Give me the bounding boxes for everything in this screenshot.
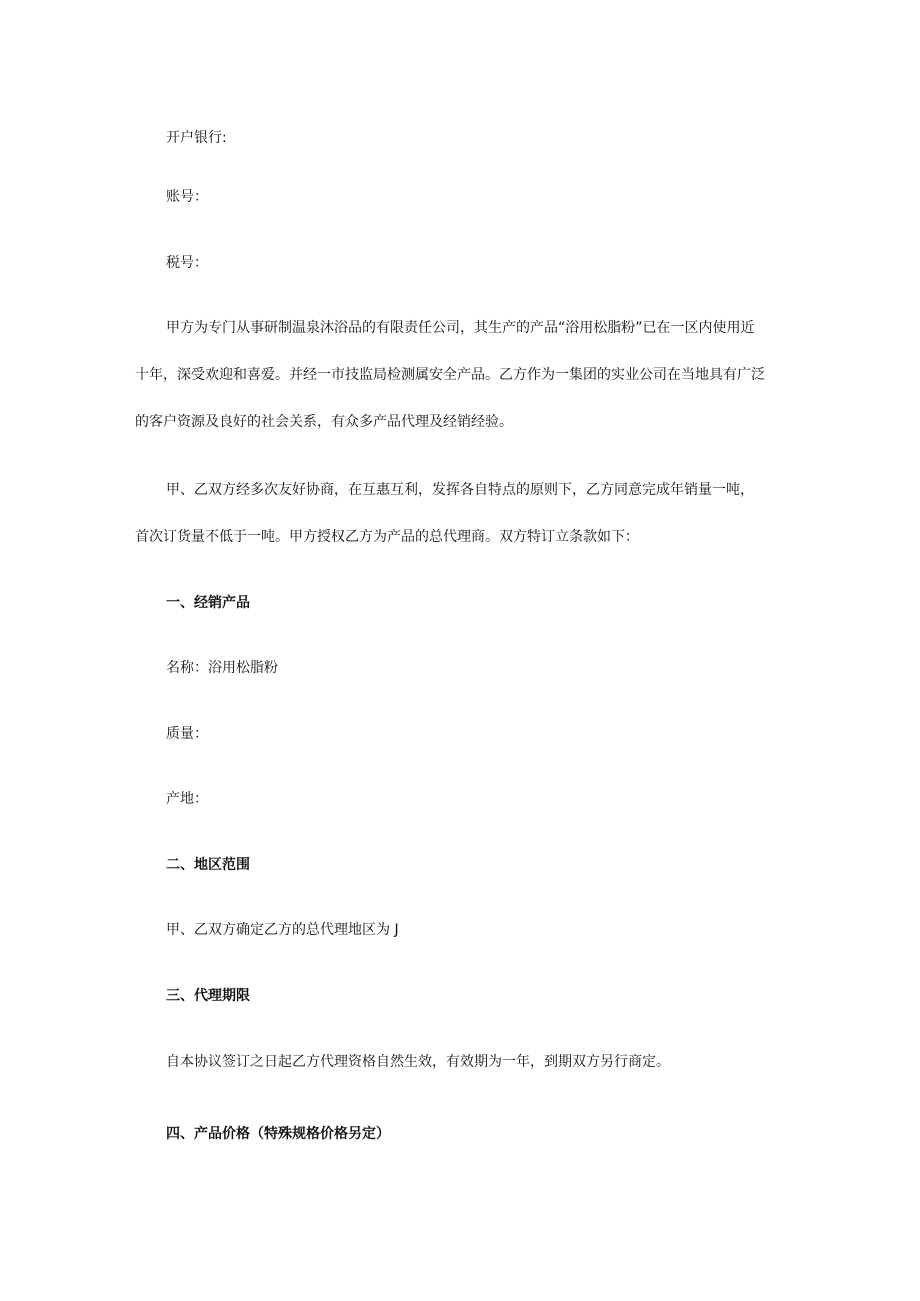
section-heading-price: 四、产品价格（特殊规格价格另定） [166, 1126, 390, 1142]
product-origin: 产地： [166, 791, 208, 807]
product-name: 名称：浴用松脂粉 [166, 660, 278, 676]
intro-paragraph-line: 十年，深受欢迎和喜爱。并经一市技监局检测属安全产品。乙方作为一集团的实业公司在当地具有广泛 [135, 367, 765, 383]
section-heading-term: 三、代理期限 [166, 988, 250, 1004]
agreement-paragraph-line: 首次订货量不低于一吨。甲方授权乙方为产品的总代理商。双方特订立条款如下： [135, 529, 639, 545]
bank-label: 开户银行: [166, 130, 227, 146]
agreement-paragraph-line: 甲、乙双方经多次友好协商，在互惠互利，发挥各自特点的原则下，乙方同意完成年销量一吨， [166, 482, 754, 498]
region-text: 甲、乙双方确定乙方的总代理地区为 J [166, 922, 399, 938]
tax-number-label: 税号： [166, 255, 208, 271]
section-heading-products: 一、经销产品 [166, 595, 250, 611]
term-text: 自本协议签订之日起乙方代理资格自然生效，有效期为一年，到期双方另行商定。 [166, 1054, 670, 1070]
account-number-label: 账号： [166, 189, 208, 205]
section-heading-region: 二、地区范围 [166, 857, 250, 873]
intro-paragraph-line: 的客户资源及良好的社会关系，有众多产品代理及经销经验。 [135, 414, 513, 430]
product-quality: 质量： [166, 726, 208, 742]
intro-paragraph-line: 甲方为专门从事研制温泉沐浴品的有限责任公司，其生产的产品“浴用松脂粉”已在一区内使用近 [166, 320, 755, 336]
